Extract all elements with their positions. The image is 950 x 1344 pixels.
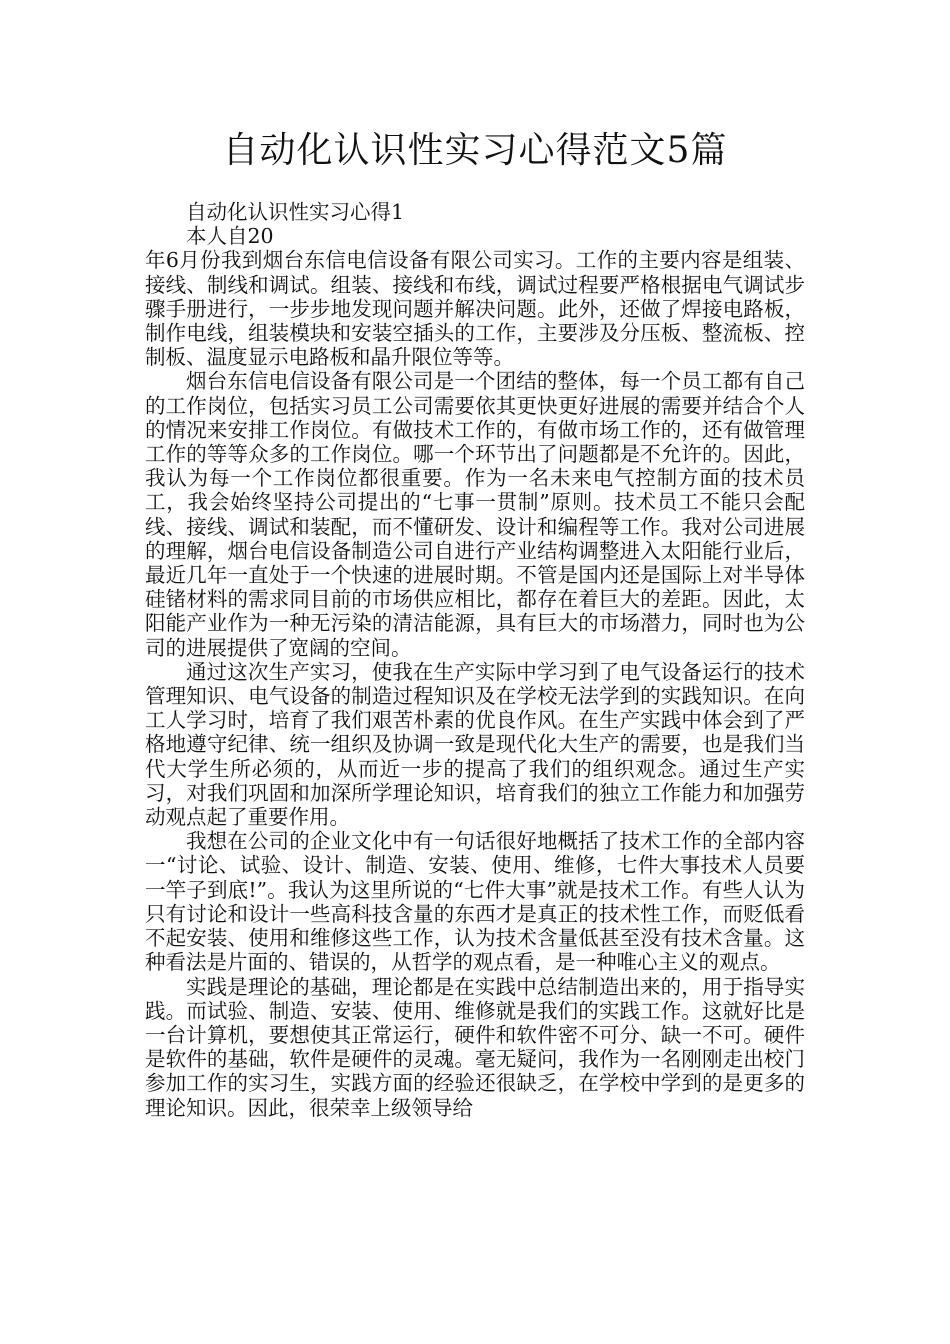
body-paragraph: 我想在公司的企业文化中有一句话很好地概括了技术工作的全部内容一“讨论、试验、设计、制造、安装、使用、维修，七件大事技术人员要一竿子到底!”。我认为这里所说的“七件大事”就是技术工作。有些人认为只有讨论和设计一些高科技含量的东西才是真正的技术性工作，而贬低看不起安装、使用和维修这些工作，认为技术含量低甚至没有技术含量。这种看法是片面的、错误的，从哲学的观点看，是一种唯心主义的观点。 xyxy=(145,829,805,975)
body-paragraph: 通过这次生产实习，使我在生产实际中学习到了电气设备运行的技术管理知识、电气设备的制造过程知识及在学校无法学到的实践知识。在向工人学习时，培育了我们艰苦朴素的优良作风。在生产实践中体会到了严格地遵守纪律、统一组织及协调一致是现代化大生产的需要，也是我们当代大学生所必须的，从而近一步的提高了我们的组织观念。通过生产实习，对我们巩固和加深所学理论知识，培育我们的独立工作能力和加强劳动观点起了重要作用。 xyxy=(145,659,805,830)
body-paragraph: 实践是理论的基础，理论都是在实践中总结制造出来的，用于指导实践。而试验、制造、安装、使用、维修就是我们的实践工作。这就好比是一台计算机，要想使其正常运行，硬件和软件密不可分、缺一不可。硬件是软件的基础，软件是硬件的灵魂。毫无疑问，我作为一名刚刚走出校门参加工作的实习生，实践方面的经验还很缺乏，在学校中学到的是更多的理论知识。因此，很荣幸上级领导给 xyxy=(145,974,805,1120)
document-title: 自动化认识性实习心得范文5篇 xyxy=(222,130,728,171)
body-paragraph: 本人自20 xyxy=(186,224,274,249)
document-body xyxy=(145,200,805,1120)
section-heading: 自动化认识性实习心得1 xyxy=(186,200,405,224)
body-paragraph: 年6月份我到烟台东信电信设备有限公司实习。工作的主要内容是组装、接线、制线和调试。组装、接线和布线，调试过程要严格根据电气调试步骤手册进行，一步步地发现问题并解决问题。此外，还做了焊接电路板，制作电线，组装模块和安装空插头的工作，主要涉及分压板、整流板、控制板、温度显示电路板和晶升限位等等。 xyxy=(145,248,805,370)
body-paragraph: 烟台东信电信设备有限公司是一个团结的整体，每一个员工都有自己的工作岗位，包括实习员工公司需要依其更快更好进展的需要并结合个人的情况来安排工作岗位。有做技术工作的，有做市场工作的，还有做管理工作的等等众多的工作岗位。哪一个环节出了问题都是不允许的。因此，我认为每一个工作岗位都很重要。作为一名未来电气控制方面的技术员工，我会始终坚持公司提出的“七事一贯制”原则。技术员工不能只会配线、接线、调试和装配，而不懂研发、设计和编程等工作。我对公司进展的理解，烟台电信设备制造公司自进行产业结构调整进入太阳能行业后，最近几年一直处于一个快速的进展时期。不管是国内还是国际上对半导体硅锗材料的需求同目前的市场供应相比，都存在着巨大的差距。因此，太阳能产业作为一种无污染的清洁能源，具有巨大的市场潜力，同时也为公司的进展提供了宽阔的空间。 xyxy=(145,369,805,660)
